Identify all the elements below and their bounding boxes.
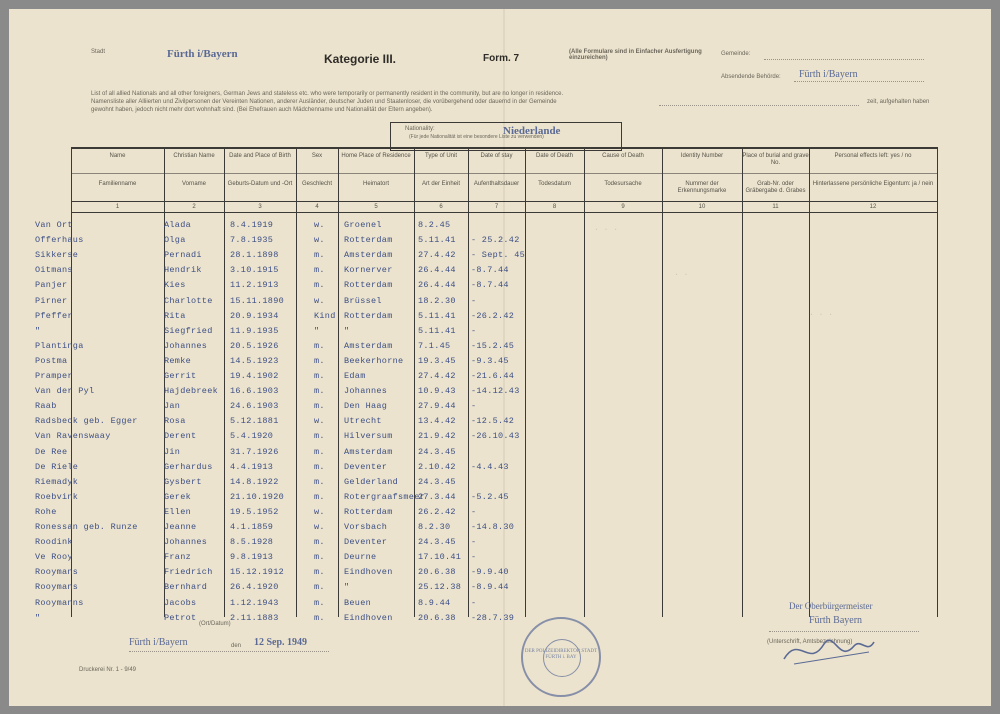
column-header-de: Vorname [181,181,206,187]
column-number: 12 [869,204,877,210]
cell-first: Jacobs [164,597,197,608]
cell-birth: 15.11.1890 [230,295,285,306]
cell-name: Postma [35,355,68,366]
cell-unit: 8.2.30 [418,522,451,532]
cell-unit: 27.4.42 [418,371,456,381]
cell-first: Olga [164,235,186,246]
cell-home: Rotterdam [344,506,393,517]
nationality-label: Nationality: [405,126,435,132]
nationality-value: Niederlande [503,125,561,137]
cell-name: Riemadyk [35,476,79,487]
column-number: 7 [494,204,499,210]
signer-caption: (Unterschrift, Amtsbezeichnung) [767,639,853,645]
cell-unit: 27.4.42 [418,250,456,261]
signer-title: Der Oberbürgermeister [789,601,873,611]
cell-unit: 26.2.42 [418,506,456,517]
cell-home: Brüssel [344,295,382,306]
cell-unit: 2.10.42 [418,461,456,472]
cell-unit: 27.3.44 [418,491,456,502]
cell-first: Ellen [164,506,192,517]
column-rule [809,147,810,617]
cell-birth: 24.6.1903 [230,401,279,412]
cell-birth: 4.4.1913 [230,461,274,472]
cell-name: Rohe [35,506,57,517]
cell-home: Eindhoven [344,567,393,578]
cell-stay: - [471,552,477,563]
footer-date-prefix: den [231,643,242,649]
cell-name: Sikkerse [35,250,79,261]
cell-home: Beuen [344,597,372,608]
cell-home: Rotergraafsmeer [344,491,426,502]
cell-sex: m. [314,582,325,593]
cell-name: Panjer [35,280,68,291]
cell-unit: 24.3.45 [418,446,456,457]
cell-first: Johannes [164,340,208,351]
cell-birth: 5.4.1920 [230,431,274,442]
cell-unit: 13.4.42 [418,416,456,427]
cell-unit: 5.11.41 [418,310,456,321]
cell-sex: m. [314,612,325,623]
column-rule [224,147,225,617]
column-header-en: Type of Unit [424,153,457,159]
cell-sex: m. [314,250,325,261]
cell-birth: 11.9.1935 [230,325,279,336]
cell-sex: m. [314,537,325,548]
cell-first: Franz [164,552,192,563]
cell-birth: 1.12.1943 [230,597,279,608]
column-header-de: Art der Einheit [421,181,461,187]
cell-name: Van Ravenswaay [35,431,111,442]
intro-line-1: List of all allied Nationals and all other foreigners, German Jews and stateless etc. who were temporarily or permanently resident in the community, but are no longer in residence. [91,91,564,97]
footer-place-stamp: Fürth i/Bayern [129,637,188,648]
cell-first: Hajdebreek [164,386,219,397]
cell-sex: m. [314,401,325,412]
column-header-en: Home Place of Residence [341,153,411,159]
column-header-de: Heimatort [362,181,389,187]
cell-first: Remke [164,355,192,366]
cell-home: Eindhoven [344,612,393,623]
column-rule [584,147,585,617]
cell-unit: 7.1.45 [418,340,451,351]
cell-first: Friedrich [164,567,213,578]
cell-birth: 28.1.1898 [230,250,279,261]
cell-stay: -9.3.45 [471,355,509,366]
cell-home: Edam [344,371,366,381]
column-header-de: Geschlecht [301,181,332,187]
column-number: 2 [192,204,196,210]
cell-first: Kies [164,280,186,291]
cell-stay: -21.6.44 [471,371,515,381]
cell-birth: 15.12.1912 [230,567,285,578]
cell-unit: 25.12.38 [418,582,462,593]
column-rule [742,147,743,617]
cell-unit: 21.9.42 [418,431,456,442]
cell-sex: m. [314,431,325,442]
cell-unit: 18.2.30 [418,295,456,306]
cell-name: " [35,612,41,623]
cell-sex: m. [314,597,325,608]
cell-birth: 11.2.1913 [230,280,279,291]
cell-name: Rooymans [35,582,79,593]
footer-place-caption: (Ort/Datum) [199,621,231,627]
column-number: 6 [439,204,443,210]
cell-unit: 19.3.45 [418,355,456,366]
document-page: Stadt Fürth i/Bayern Kategorie III. Form. 7 (Alle Formulare sind in Einfacher Ausfertigung einzureichen) Gemeinde: Absendende Behörde: Fürth i/Bayern List of all allied Nationals and all other foreigners, German Jews and stateless etc. who were temporarily or permanently resident in the community, but are no longer in residence. Namensliste aller Alliierten und Zivilpersonen der Vereinten Nationen, anderer Ausländer, deutscher Juden und Staatenloser, die vorübergehend oder dauernd in der Gemeinde gewohnt haben, jedoch nicht mehr dort wohnhaft sind. (Bei Ehefrauen auch Mädchenname und Nationalität der Eltern angeben). zeit, aufgehalten haben Nationality: (Für jede Nationalität ist eine besondere Liste zu verwenden) Niederlande Name Familienname 1 Christian Name Vorname 2 Date and Place of Birth Geburts-Datum und -Ort 3 Sex Geschlecht 4 Home Place of Residence Heimatort 5 Type of Unit Art der Einheit 6 Date of stay Aufenthaltsdauer 7 Date of Death Todesdatum 8 Cause of Death Todesursache 9 Identity Number Nummer der Erkennungsmarke 10 Place of burial and grave No. Grab-Nr. oder Gräbergabe d. Grabes 11 Personal effects left: yes / no Hinterlassene persönliche Eigentum: ja / nein 12 Van Ort Alada 8.4.1919 w. Groenel 8.2.45 Offerhaus Olga 7.8.1935 w. Rotterdam 5.11.41 - 25.2.42 Sikkerse Pernadi 28.1.1898 m. Amsterdam 27.4.42 - Sept. 45 Oitmans Hendrik 3.10.1915 m. Kornerver 26.4.44 -8.7.44 Panjer Kies 11.2.1913 m. Rotterdam 26.4.44 -8.7.44 Pirner Charlotte 15.11.1890 w. Brüssel 18.2.30 - Pfeffer Rita 20.9.1934 Kind Rotterdam 5.11.41 -26.2.42 " Siegfried 11.9.1935 " " 5.11.41 - Plantinga Johannes 20.5.1926 m. Amsterdam 7.1.45 -15.2.45 Postma Remke 14.5.1923 m. Beekerhorne 19.3.45 -9.3.45 Pramper Gerrit 19.4.1902 m. Edam 27.4.42 -21.6.44 Van der Pyl Hajdebreek 16.6.1903 m. Johannes 10.9.43 -14.12.43 Raab Jan 24.6.1903 m. Den Haag 27.9.44 - Radsbeck geb. Egger Rosa 5.12.1881 w. Utrecht 13.4.42 -12.5.42 Van Ravenswaay Derent 5.4.1920 m. Hilversum 21.9.42 -26.10.43 De Ree Jin 31.7.1926 m. Amsterdam 24.3.45 De Riele Gerhardus 4.4.1913 m. Deventer 2.10.42 -4.4.43 Riemadyk Gysbert 14.8.1922 m. Gelderland 24.3.45 Roebvink Gerek 21.10.1920 m. Rotergraafsmeer 27.3.44 -5.2.45 Rohe Ellen 19.5.1952 w. Rotterdam 26.2.42 - Ronessan geb. Runze Jeanne 4.1.1859 w. Vorsbach 8.2.30 -14.8.30 Roodink Johannes 8.5.1928 m. Deventer 24.3.45 - Ve Rooy Franz 9.8.1913 m. Deurne 17.10.41 - Rooymans Friedrich 15.12.1912 m. Eindhoven 20.6.38 -9.9.40 Rooymans Bernhard 26.4.1920 m. " 25.12.38 -8.9.44 Rooymanns Jacobs 1.12.1943 m. Beuen 8.9.44 - " Petrot 2.11.1883 m. Eindhoven 20.6.38 -28.7.39 . . . . . . . . Fürth i/Bayern (Ort/Datum) den 12 Sep. 1949 DER POLIZEIDIREKTOR STADT FÜRTH i. BAY Der Oberbürgermeister Fürth Bayern (Unterschrift, Amtsbezeichnung) Druckerei Nr. 1 - 9/49 [9,9,991,706]
cell-stay: - [471,325,477,336]
cell-birth: 19.4.1902 [230,371,279,381]
category-title: Kategorie III. [324,52,397,66]
column-header-en: Name [109,153,126,159]
column-header-de: Grab-Nr. oder Gräbergabe d. Grabes [745,181,806,194]
cell-sex: m. [314,552,325,563]
cell-unit: 27.9.44 [418,401,456,412]
cell-first: Siegfried [164,325,213,336]
cell-home: Deventer [344,537,388,548]
cell-sex: m. [314,265,325,276]
cell-unit: 20.6.38 [418,567,456,578]
cell-home: Amsterdam [344,340,393,351]
cell-sex: Kind [314,310,336,321]
cell-birth: 21.10.1920 [230,491,285,502]
cell-unit: 26.4.44 [418,280,456,291]
cell-birth: 31.7.1926 [230,446,279,457]
cell-home: Deurne [344,552,377,563]
cell-sex: m. [314,371,325,381]
cell-name: Van Ort [35,220,73,230]
cell-birth: 8.5.1928 [230,537,274,548]
column-header-de: Nummer der Erkennungsmarke [677,181,727,194]
cell-first: Johannes [164,537,208,548]
cell-birth: 9.8.1913 [230,552,274,563]
cell-sex: w. [314,295,325,306]
cell-first: Rosa [164,416,186,427]
column-header-en: Date of stay [480,153,513,159]
column-header-de: Geburts-Datum und -Ort [227,181,293,187]
cell-birth: 5.12.1881 [230,416,279,427]
column-header-de: Aufenthaltsdauer [473,181,520,187]
column-header-de: Todesdatum [538,181,571,187]
cell-stay: -8.7.44 [471,265,509,276]
cell-first: Gerhardus [164,461,213,472]
cell-stay: -14.8.30 [471,522,515,532]
column-number: 5 [374,204,378,210]
column-rule [525,147,526,617]
cell-sex: m. [314,446,325,457]
cell-name: Ronessan geb. Runze [35,522,138,532]
cell-first: Gysbert [164,476,202,487]
cell-sex: w. [314,522,325,532]
cell-first: Derent [164,431,197,442]
cell-unit: 8.9.44 [418,597,451,608]
column-rule [338,147,339,617]
column-header-en: Personal effects left: yes / no [834,153,912,159]
cell-birth: 19.5.1952 [230,506,279,517]
cell-sex: m. [314,340,325,351]
column-header-en: Place of burial and grave No. [742,153,809,166]
cell-birth: 26.4.1920 [230,582,279,593]
cell-home: Johannes [344,386,388,397]
cell-home: Deventer [344,461,388,472]
cell-name: " [35,325,41,336]
column-number: 11 [772,204,779,210]
cell-birth: 8.4.1919 [230,220,274,230]
cell-home: Amsterdam [344,250,393,261]
cell-stay: -4.4.43 [471,461,509,472]
cell-unit: 5.11.41 [418,235,456,246]
cell-first: Bernhard [164,582,208,593]
cell-first: Gerrit [164,371,197,381]
column-header-en: Date of Death [535,153,574,159]
sending-authority-value: Fürth i/Bayern [799,69,858,80]
printer-note: Druckerei Nr. 1 - 9/49 [79,667,137,673]
column-header-en: Sex [311,153,323,159]
cell-unit: 24.3.45 [418,476,456,487]
cell-stay: -15.2.45 [471,340,515,351]
nationality-sublabel: (Für jede Nationalität ist eine besondere Liste zu verwenden) [409,134,544,140]
cell-name: Pfeffer [35,310,73,321]
cell-birth: 2.11.1883 [230,612,279,623]
seal-text: DER POLIZEIDIREKTOR STADT FÜRTH i. BAY [524,649,598,660]
cell-name: Offerhaus [35,235,84,246]
cell-unit: 17.10.41 [418,552,462,563]
cell-birth: 7.8.1935 [230,235,274,246]
cell-first: Rita [164,310,186,321]
cell-first: Alada [164,220,192,230]
column-header-de: Familienname [98,181,137,187]
cell-home: Utrecht [344,416,382,427]
cell-stay: - [471,537,477,548]
cell-home: Groenel [344,220,382,230]
cell-stay: -14.12.43 [471,386,520,397]
intro-line-3: gewohnt haben, jedoch nicht mehr dort wohnhaft sind. (Bei Ehefrauen auch Mädchenname und Nationalität der Eltern angeben). [91,107,433,113]
column-rule [468,147,469,617]
cell-name: Ve Rooy [35,552,73,563]
cell-first: Petrot [164,612,197,623]
cell-home: " [344,325,350,336]
column-number: 8 [552,204,557,210]
cell-stay: -26.10.43 [471,431,520,442]
column-rule [662,147,663,617]
cell-unit: 10.9.43 [418,386,456,397]
sending-authority-label: Absendende Behörde: [721,74,781,80]
cell-stay: - [471,295,477,306]
cell-sex: w. [314,235,325,246]
cell-unit: 20.6.38 [418,612,456,623]
cell-unit: 5.11.41 [418,325,456,336]
cell-home: " [344,582,350,593]
cell-name: De Ree [35,446,68,457]
cell-name: Roodink [35,537,73,548]
column-header-en: Christian Name [173,153,215,159]
cell-sex: m. [314,280,325,291]
column-header-en: Cause of Death [602,153,644,159]
cell-name: Roebvink [35,491,79,502]
cell-stay: - 25.2.42 [471,235,520,246]
cell-home: Amsterdam [344,446,393,457]
form-number: Form. 7 [483,53,520,64]
cell-unit: 26.4.44 [418,265,456,276]
cell-first: Charlotte [164,295,213,306]
cell-name: Pirner [35,295,68,306]
cell-stay: -9.9.40 [471,567,509,578]
cell-home: Rotterdam [344,235,393,246]
cell-first: Jin [164,446,181,457]
cell-name: Rooymanns [35,597,84,608]
cell-birth: 3.10.1915 [230,265,279,276]
cell-home: Rotterdam [344,310,393,321]
cell-sex: m. [314,386,325,397]
cell-stay: - [471,506,477,517]
cell-unit: 24.3.45 [418,537,456,548]
cell-home: Den Haag [344,401,388,412]
cell-home: Kornerver [344,265,393,276]
cell-home: Gelderland [344,476,399,487]
column-header-de: Todesursache [604,181,642,187]
cell-birth: 4.1.1859 [230,522,274,532]
column-rule [296,147,297,617]
cell-birth: 20.5.1926 [230,340,279,351]
place-label: Stadt [91,49,106,55]
column-number: 10 [698,204,706,210]
column-rule [937,147,938,617]
cell-birth: 16.6.1903 [230,386,279,397]
column-header-en: Identity Number [680,153,724,159]
place-stamp: Fürth i/Bayern [167,48,238,60]
cell-stay: -28.7.39 [471,612,515,623]
cell-sex: m. [314,476,325,487]
column-number: 9 [621,204,625,210]
cell-first: Gerek [164,491,192,502]
cell-stay: -8.7.44 [471,280,509,291]
cell-sex: m. [314,491,325,502]
cell-birth: 14.8.1922 [230,476,279,487]
intro-line-2: Namensliste aller Alliierten und Zivilpersonen der Vereinten Nationen, anderer Ausländer, deutscher Juden und Staatenloser, die vorübergehend oder dauernd in der Gemeinde [91,99,557,105]
community-label: Gemeinde: [721,51,751,57]
column-header-de: Hinterlassene persönliche Eigentum: ja / nein [812,181,934,187]
cell-unit: 8.2.45 [418,220,451,230]
column-rule [414,147,415,617]
column-number: 4 [315,204,319,210]
cell-home: Hilversum [344,431,393,442]
cell-stay: - Sept. 45 [471,250,526,261]
cell-name: Raab [35,401,57,412]
police-seal [521,617,601,697]
cell-sex: m. [314,567,325,578]
cell-first: Hendrik [164,265,202,276]
copies-note: (Alle Formulare sind in Einfacher Ausfertigung einzureichen) [569,49,702,61]
cell-birth: 20.9.1934 [230,310,279,321]
signature [779,624,879,674]
cell-first: Jan [164,401,181,412]
cell-name: De Riele [35,461,79,472]
cell-sex: w. [314,506,325,517]
table-header-rule [71,201,937,202]
cell-name: Pramper [35,371,73,381]
cell-birth: 14.5.1923 [230,355,279,366]
table-number-rule [71,212,937,213]
cell-sex: " [314,325,320,336]
cell-first: Pernadi [164,250,202,261]
cell-sex: m. [314,355,325,366]
cell-name: Oitmans [35,265,73,276]
cell-first: Jeanne [164,522,197,532]
cell-home: Beekerhorne [344,355,404,366]
cell-name: Radsbeck geb. Egger [35,416,138,427]
cell-stay: -12.5.42 [471,416,515,427]
cell-stay: - [471,401,477,412]
cell-name: Rooymans [35,567,79,578]
intro-line-tail: zeit, aufgehalten haben [867,99,930,105]
cell-stay: -5.2.45 [471,491,509,502]
cell-home: Vorsbach [344,522,388,532]
column-number: 1 [115,204,120,210]
cell-name: Plantinga [35,340,84,351]
column-number: 3 [258,204,262,210]
column-header-en: Date and Place of Birth [229,153,291,159]
footer-date-value: 12 Sep. 1949 [254,637,308,648]
cell-home: Rotterdam [344,280,393,291]
signer-place: Fürth Bayern [809,615,863,626]
cell-stay: -26.2.42 [471,310,515,321]
cell-name: Van der Pyl [35,386,95,397]
cell-stay: -8.9.44 [471,582,509,593]
cell-sex: w. [314,416,325,427]
cell-sex: w. [314,220,325,230]
cell-stay: - [471,597,477,608]
cell-sex: m. [314,461,325,472]
table-top-rule [71,147,937,149]
